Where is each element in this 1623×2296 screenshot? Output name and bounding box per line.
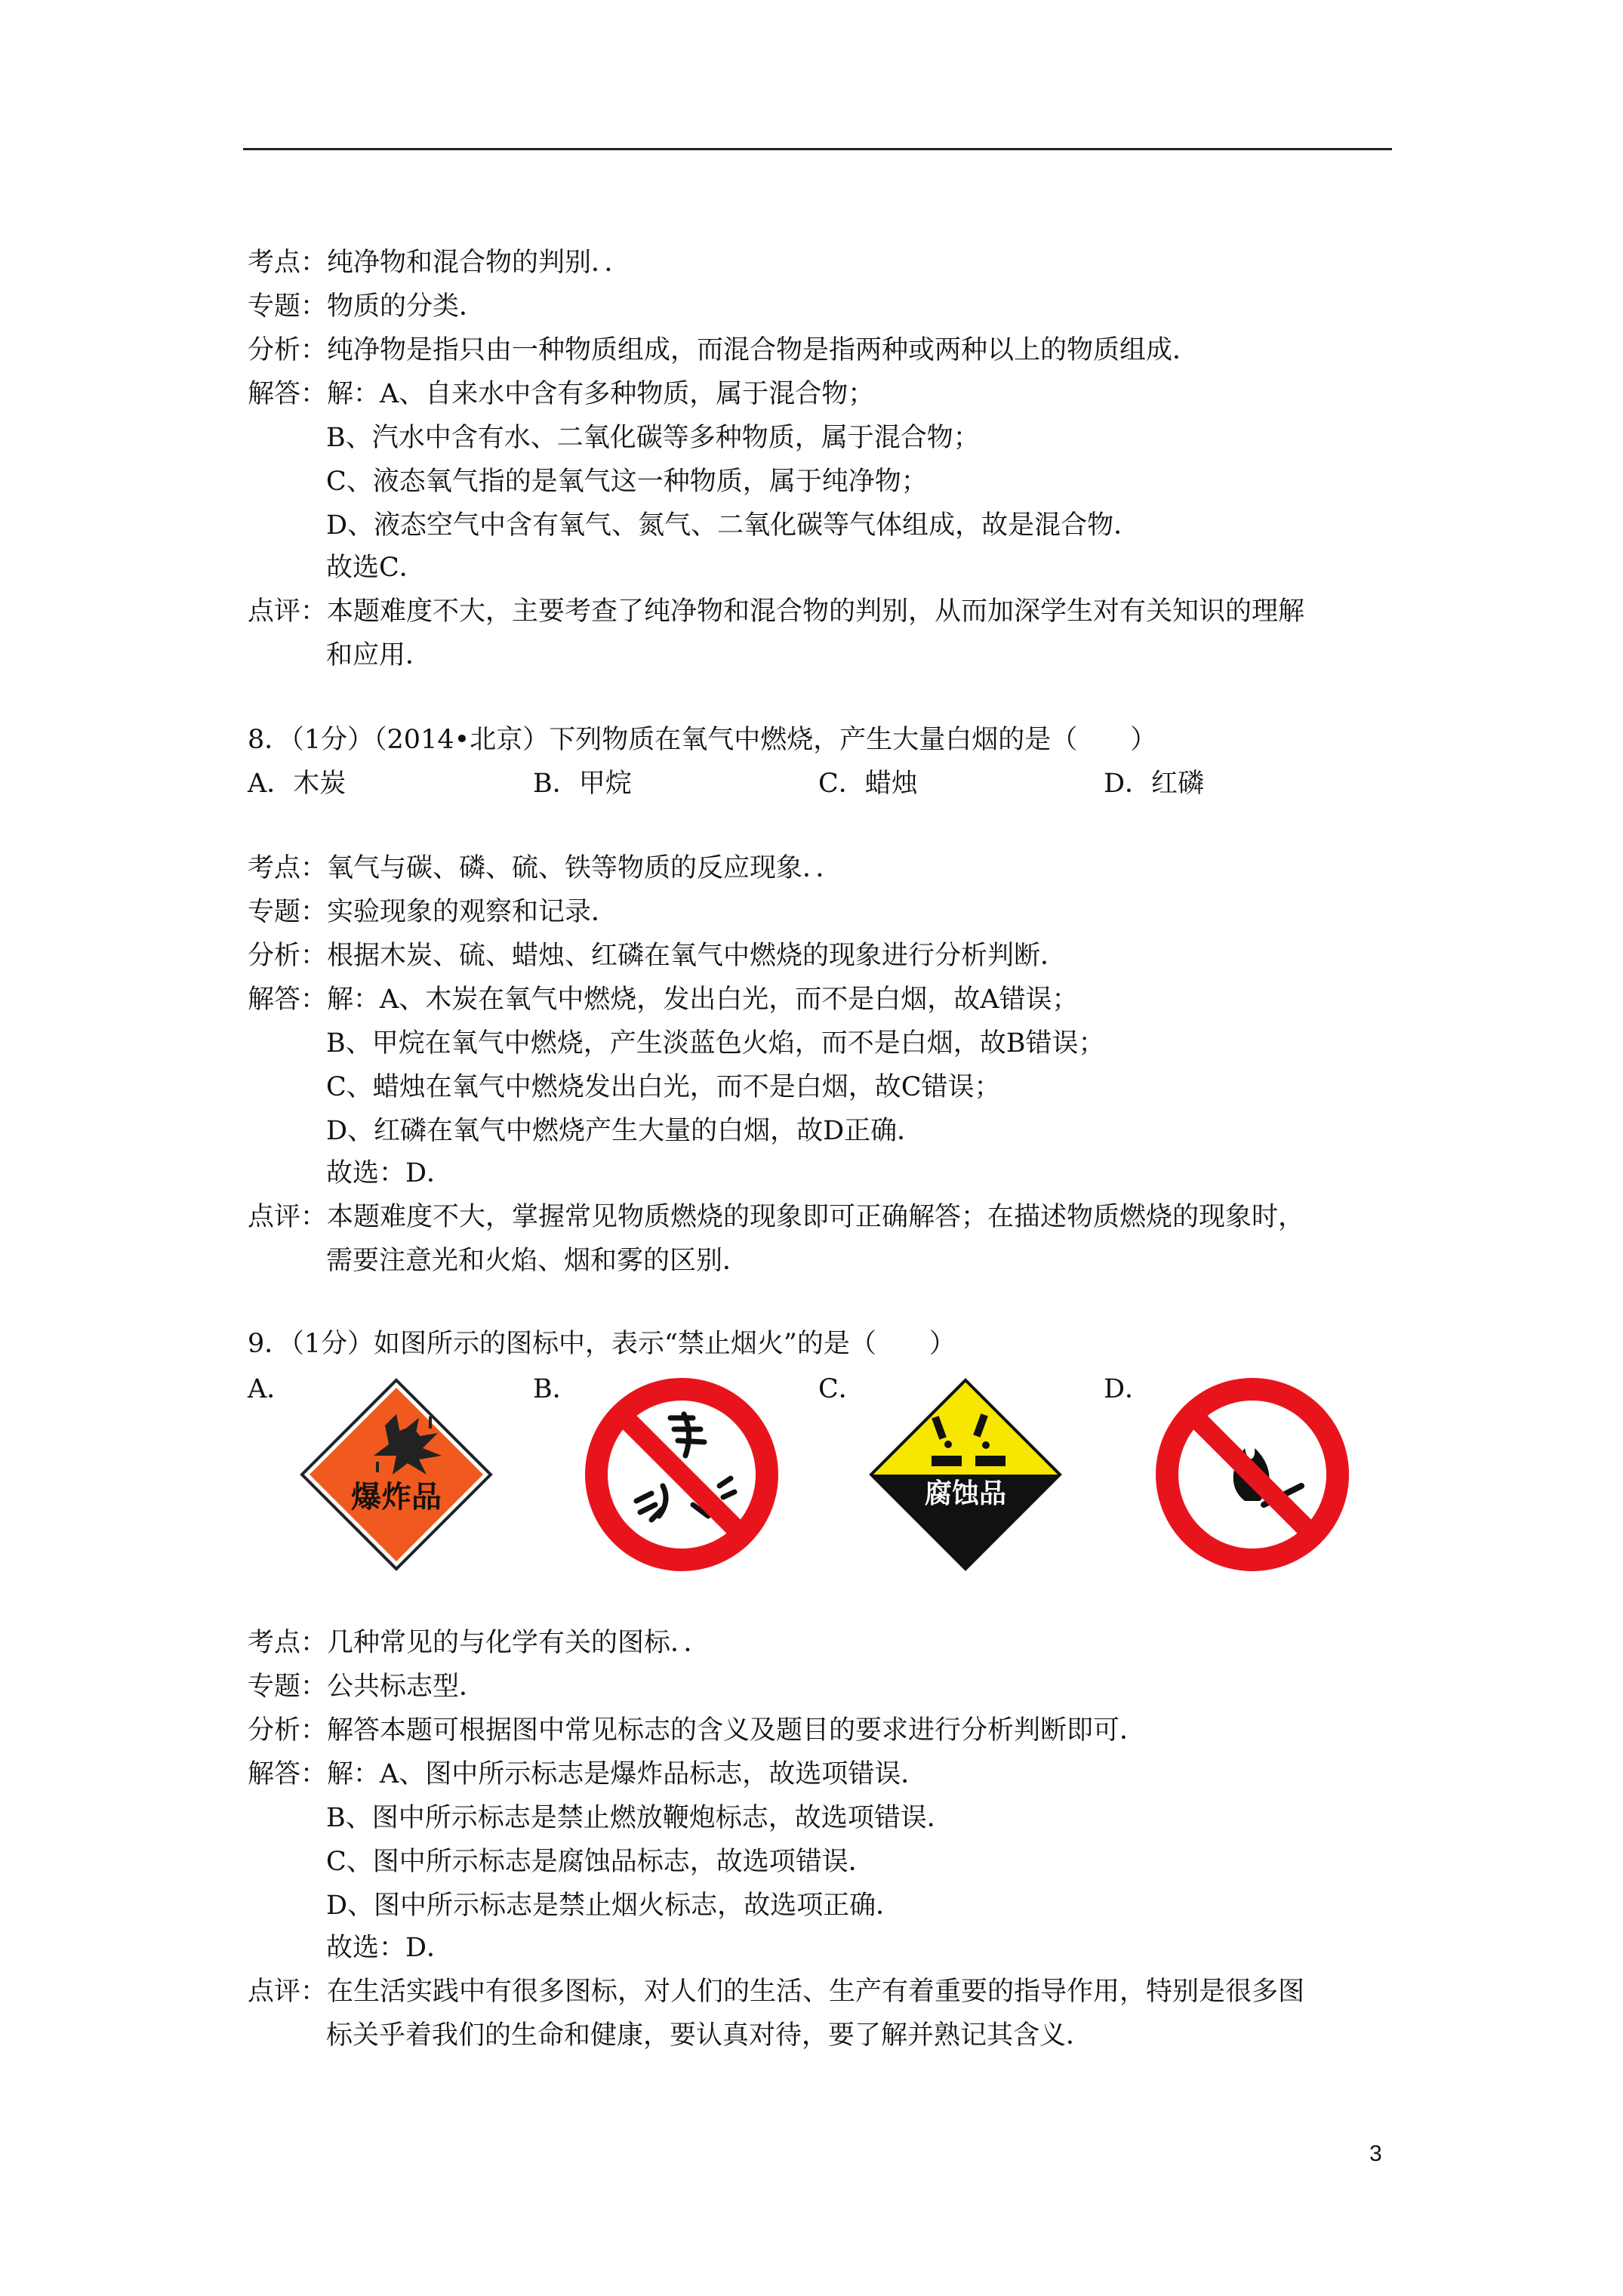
q8-option-d: D．红磷 [1104, 769, 1205, 799]
q7-jieda-line: 故选C． [326, 553, 426, 583]
q8-option-a: A．木炭 [248, 769, 346, 799]
page-number: 3 [1369, 2141, 1382, 2166]
explosive-sign-text: 爆炸品 [351, 1480, 442, 1515]
q9-jieda-line: D、图中所示标志是禁止烟火标志，故选项正确． [326, 1891, 903, 1921]
q8-zhuanti: 专题：实验现象的观察和记录． [248, 897, 618, 927]
q9-option-b-label: B． [533, 1374, 579, 1404]
q8-kaodian: 考点：氧气与碳、磷、硫、铁等物质的反应现象．． [248, 853, 842, 883]
q8-fenxi: 分析：根据木炭、硫、蜡烛、红磷在氧气中燃烧的现象进行分析判断． [248, 941, 1067, 971]
q7-kaodian: 考点：纯净物和混合物的判别．． [248, 248, 631, 278]
q8-dianping: 点评：本题难度不大，掌握常见物质燃烧的现象即可正确解答；在描述物质燃烧的现象时， [248, 1202, 1305, 1232]
q8-dianping-cont: 需要注意光和火焰、烟和雾的区别． [326, 1246, 750, 1276]
q7-dianping-cont: 和应用． [326, 640, 433, 670]
corrosive-sign-text: 腐蚀品 [924, 1478, 1007, 1509]
q8-jieda-line: B、甲烷在氧气中燃烧，产生淡蓝色火焰，而不是白烟，故B错误； [326, 1028, 1105, 1059]
q8-jieda-line: 故选：D． [326, 1158, 454, 1188]
q7-dianping: 点评：本题难度不大，主要考查了纯净物和混合物的判别，从而加深学生对有关知识的理解 [248, 596, 1305, 627]
q9-option-a-label: A． [248, 1374, 294, 1404]
q9-kaodian: 考点：几种常见的与化学有关的图标．． [248, 1628, 710, 1658]
q7-jieda-line: D、液态空气中含有氧气、氮气、二氧化碳等气体组成，故是混合物． [326, 510, 1141, 541]
corrosive-sign-icon [864, 1373, 1067, 1576]
q9-option-d-label: D． [1104, 1374, 1152, 1404]
q8-jieda-line: D、红磷在氧气中燃烧产生大量的白烟，故D正确． [326, 1116, 924, 1146]
q9-dianping-cont: 标关乎着我们的生命和健康，要认真对待，要了解并熟记其含义． [326, 2020, 1093, 2051]
q8-jieda-line: 解答：解：A、木炭在氧气中燃烧，发出白光，而不是白烟，故A错误； [248, 985, 1079, 1015]
q9-dianping: 点评：在生活实践中有很多图标，对人们的生活、生产有着重要的指导作用，特别是很多图 [248, 1977, 1305, 2007]
header-rule [243, 148, 1392, 150]
q9-jieda-line: B、图中所示标志是禁止燃放鞭炮标志，故选项错误． [326, 1803, 953, 1833]
q9-jieda-line: 故选：D． [326, 1933, 454, 1963]
q7-jieda-line: C、液态氧气指的是氧气这一种物质，属于纯净物； [326, 467, 928, 497]
q8-option-c: C．蜡烛 [818, 769, 918, 799]
q8-jieda-line: C、蜡烛在氧气中燃烧发出白光，而不是白烟，故C错误； [326, 1072, 1001, 1102]
q9-stem: 9．（1分）如图所示的图标中，表示“禁止烟火”的是（ ） [248, 1329, 956, 1359]
q9-option-c-label: C． [818, 1374, 865, 1404]
explosive-sign-icon [294, 1373, 498, 1576]
q9-fenxi: 分析：解答本题可根据图中常见标志的含义及题目的要求进行分析判断即可． [248, 1715, 1147, 1746]
q9-zhuanti: 专题：公共标志型． [248, 1672, 486, 1702]
no-fire-sign-icon [1150, 1373, 1354, 1576]
q7-jieda-line: 解答：解：A、自来水中含有多种物质，属于混合物； [248, 379, 875, 409]
q9-jieda-line: C、图中所示标志是腐蚀品标志，故选项错误． [326, 1847, 875, 1877]
q8-stem: 8．（1分）（2014•北京）下列物质在氧气中燃烧，产生大量白烟的是（ ） [248, 725, 1157, 755]
q7-zhuanti: 专题：物质的分类． [248, 291, 486, 322]
q9-jieda-line: 解答：解：A、图中所示标志是爆炸品标志，故选项错误． [248, 1759, 928, 1789]
q7-fenxi: 分析：纯净物是指只由一种物质组成，而混合物是指两种或两种以上的物质组成． [248, 335, 1200, 365]
q7-jieda-line: B、汽水中含有水、二氧化碳等多种物质，属于混合物； [326, 423, 980, 453]
q8-option-b: B．甲烷 [533, 769, 632, 799]
no-firecrackers-sign-icon [580, 1373, 784, 1576]
